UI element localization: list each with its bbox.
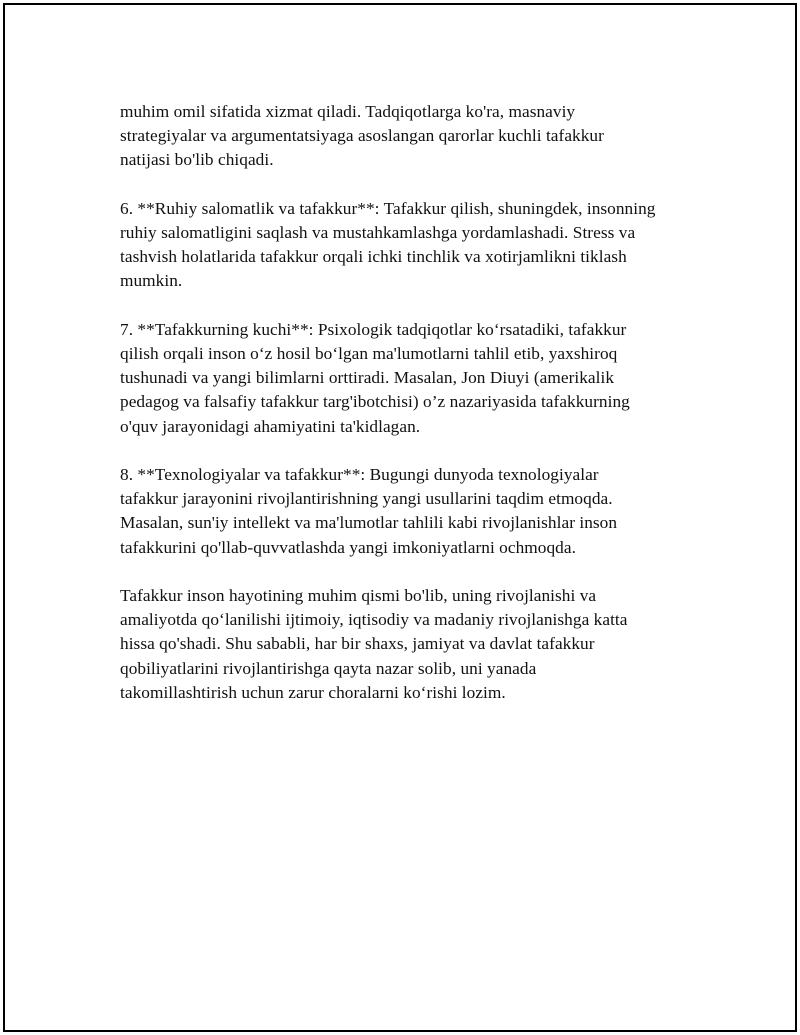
paragraph-continuation: muhim omil sifatida xizmat qiladi. Tadqiqotlarga ko'ra, masnaviy strategiyalar va argumentatsiyaga asoslangan qarorlar kuchli tafakkur natijasi bo'lib chiqadi.	[120, 102, 604, 170]
document-body	[120, 100, 700, 729]
paragraph-item-6: 6. **Ruhiy salomatlik va tafakkur**: Tafakkur qilish, shuningdek, insonning ruhiy salomatligini saqlash va mustahkamlashga yordamlashadi. Stress va tashvish holatlarida tafakkur orqali ichki tinchlik va xotirjamlikni tiklash mumkin.	[120, 198, 656, 291]
document-page	[3, 3, 797, 1032]
paragraph-item-8: 8. **Texnologiyalar va tafakkur**: Bugungi dunyoda texnologiyalar tafakkur jarayonini rivojlantirishning yangi usullarini taqdim etmoqda. Masalan, sun'iy intellekt va ma'lumotlar tahlili kabi rivojlanishlar inson tafakkurini qo'llab-quvvatlashda yangi imkoniyatlarni ochmoqda.	[120, 465, 618, 557]
paragraph-item-7: 7. **Tafakkurning kuchi**: Psixologik tadqiqotlar ko‘rsatadiki, tafakkur qilish orqali inson o‘z hosil bo‘lgan ma'lumotlarni tahlil etib, yaxshiroq tushunadi va yangi bilimlarni orttiradi. Masalan, Jon Diuyi (amerikalik pedagog va falsafiy tafakkur targ'ibotchisi) o’z nazariyasida tafakkurning o'quv jarayonidagi ahamiyatini ta'kidlagan.	[120, 319, 630, 436]
paragraph-conclusion: Tafakkur inson hayotining muhim qismi bo'lib, uning rivojlanishi va amaliyotda qo‘lanilishi ijtimoiy, iqtisodiy va madaniy rivojlanishga katta hissa qo'shadi. Shu sababli, har bir shaxs, jamiyat va davlat tafakkur qobiliyatlarini rivojlantirishga qayta nazar solib, uni yanada takomillashtirish uchun zarur choralarni ko‘rishi lozim.	[120, 586, 628, 702]
